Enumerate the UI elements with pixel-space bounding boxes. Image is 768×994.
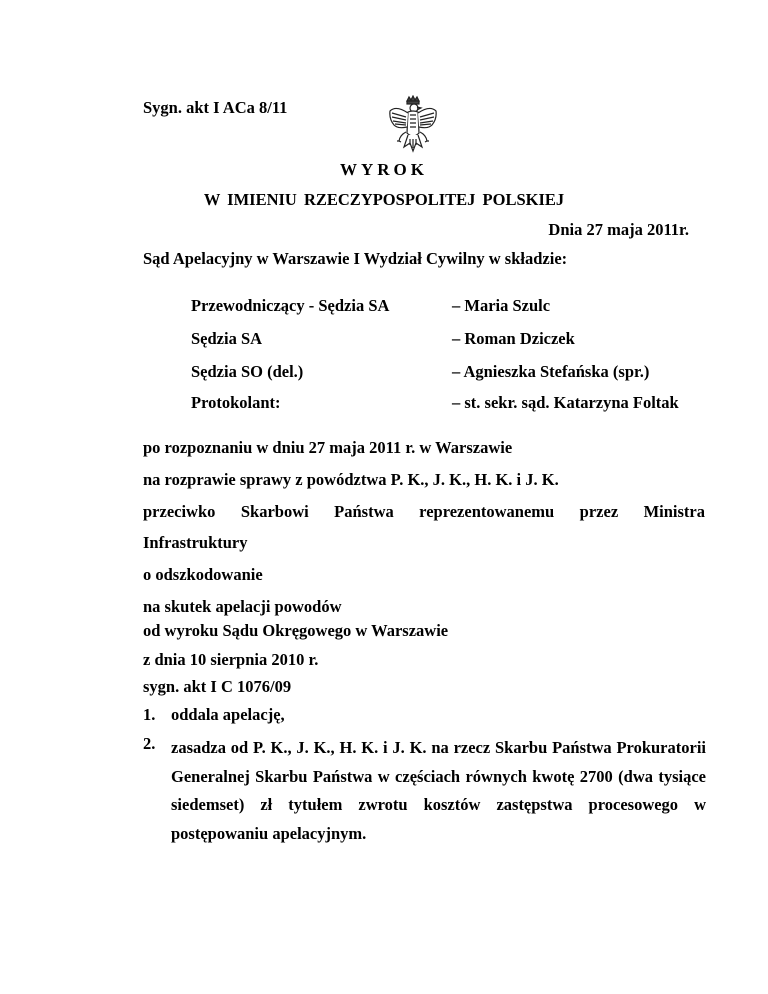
ruling-number: 2. — [143, 734, 156, 753]
panel-name-clerk: – st. sekr. sąd. Katarzyna Foltak — [452, 393, 679, 412]
body-line: o odszkodowanie — [143, 565, 263, 584]
verdict-title: WYROK — [340, 160, 428, 179]
ruling-text: zasadza od P. K., J. K., H. K. i J. K. na rzecz Skarbu Państwa Prokuratorii Generalnej Skarbu Państwa w częściach równych kwotę 2700 (dwa tysiące siedemset) zł tytułem zwrotu kosztów zastępstwa procesowego w postępowaniu apelacyjnym. — [171, 738, 706, 843]
panel-name-judge-sa: – Roman Dziczek — [452, 329, 575, 348]
verdict-date: Dnia 27 maja 2011r. — [548, 220, 689, 239]
panel-role-presiding: Przewodniczący - Sędzia SA — [191, 296, 390, 315]
body-line: na rozprawie sprawy z powództwa P. K., J. K., H. K. i J. K. — [143, 470, 559, 489]
body-line: na skutek apelacji powodów — [143, 597, 342, 616]
body-line: przeciwko Skarbowi Państwa reprezentowanemu przez Ministra — [143, 502, 705, 521]
panel-role-judge-so: Sędzia SO (del.) — [191, 362, 304, 381]
court-composition-intro: Sąd Apelacyjny w Warszawie I Wydział Cywilny w składzie: — [143, 249, 568, 268]
ruling-text: oddala apelację, — [171, 705, 285, 724]
panel-name-judge-so: – Agnieszka Stefańska (spr.) — [452, 362, 650, 381]
panel-role-judge-sa: Sędzia SA — [191, 329, 263, 348]
ruling-number: 1. — [143, 705, 156, 724]
body-line: od wyroku Sądu Okręgowego w Warszawie — [143, 621, 449, 640]
body-line: sygn. akt I C 1076/09 — [143, 677, 292, 696]
body-line: po rozpoznaniu w dniu 27 maja 2011 r. w Warszawie — [143, 438, 513, 457]
case-number: Sygn. akt I ACa 8/11 — [143, 98, 288, 117]
polish-eagle-emblem-icon — [386, 95, 440, 157]
body-line: z dnia 10 sierpnia 2010 r. — [143, 650, 319, 669]
panel-role-clerk: Protokolant: — [191, 393, 281, 412]
verdict-subtitle: W IMIENIU RZECZYPOSPOLITEJ POLSKIEJ — [203, 190, 565, 209]
body-line: Infrastruktury — [143, 533, 248, 552]
panel-name-presiding: – Maria Szulc — [452, 296, 551, 315]
